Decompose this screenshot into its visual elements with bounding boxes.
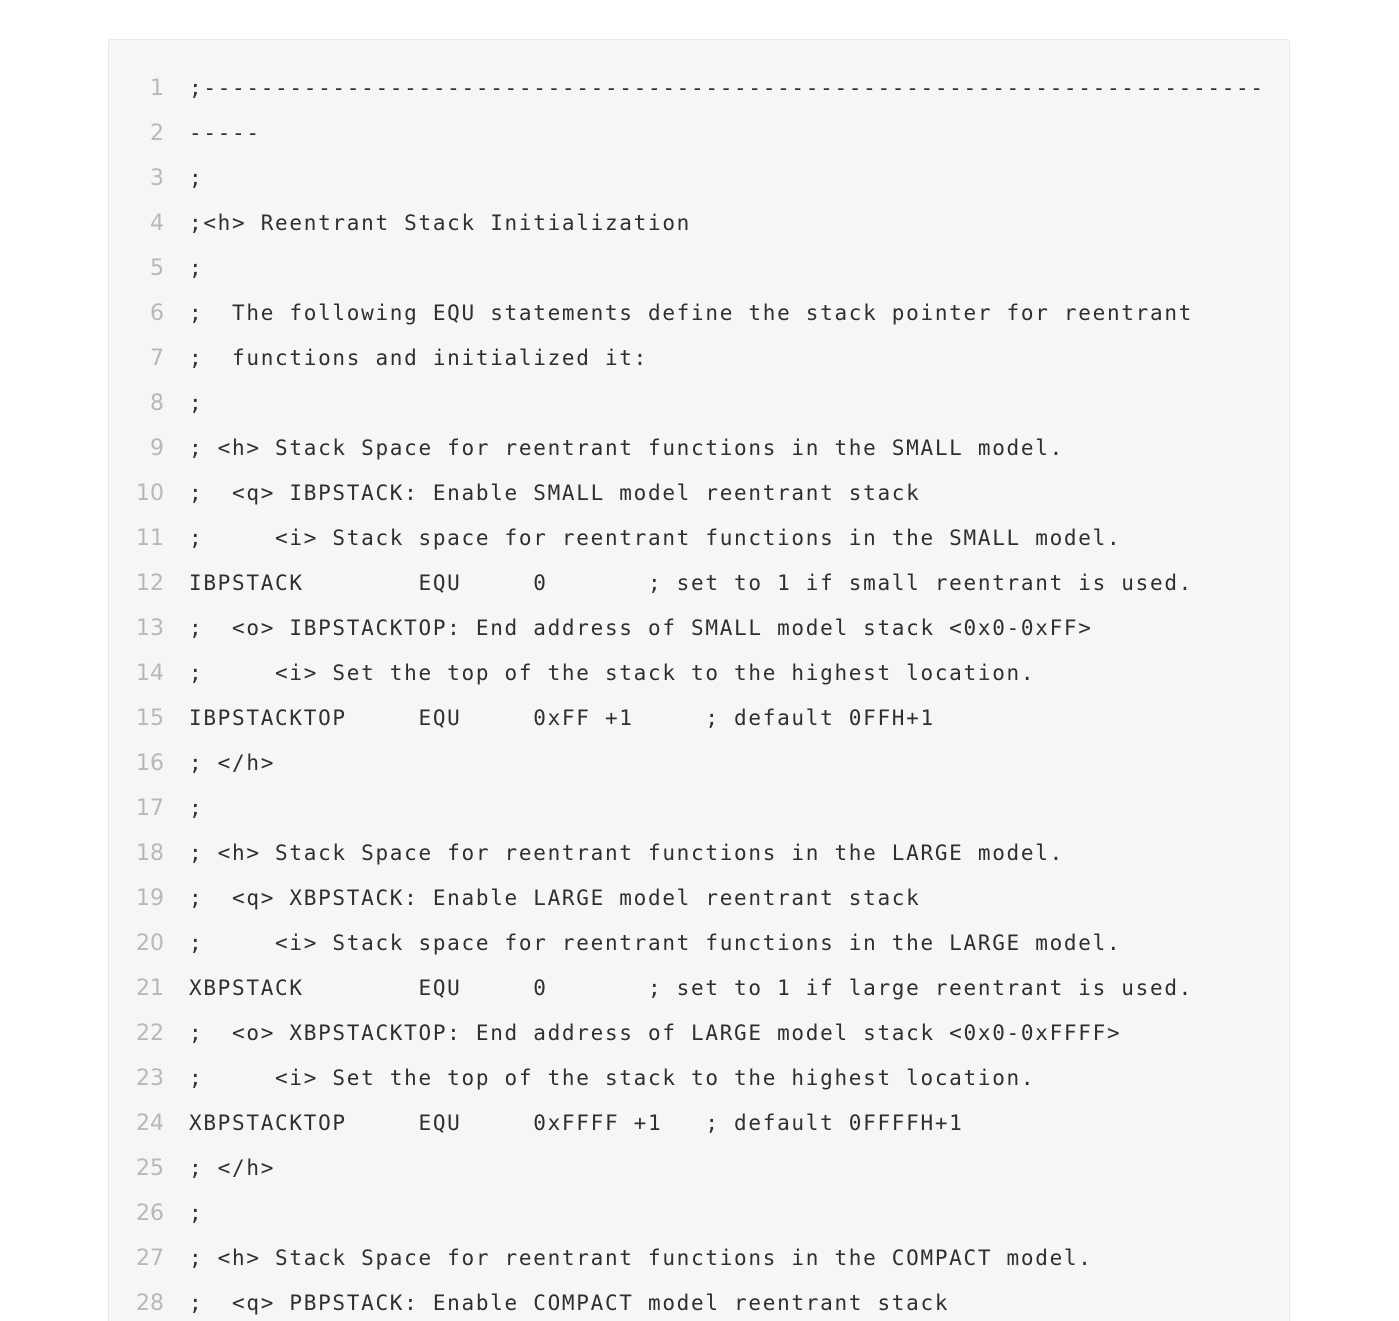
code-line bbox=[109, 1281, 1289, 1321]
code-line bbox=[109, 651, 1289, 696]
line-number: 12 bbox=[136, 571, 164, 596]
code-line bbox=[109, 606, 1289, 651]
code-line bbox=[109, 336, 1289, 381]
code-lines bbox=[109, 66, 1289, 1321]
line-number: 2 bbox=[150, 121, 164, 146]
code-line bbox=[109, 786, 1289, 831]
line-number: 22 bbox=[136, 1021, 164, 1046]
line-number: 3 bbox=[150, 166, 164, 191]
line-text[interactable]: ; <i> Set the top of the stack to the highest location. bbox=[189, 661, 1036, 685]
line-text[interactable]: ; bbox=[189, 796, 204, 820]
line-text[interactable]: IBPSTACKTOP EQU 0xFF +1 ; default 0FFH+1 bbox=[189, 706, 935, 730]
line-number: 16 bbox=[136, 751, 164, 776]
line-number: 18 bbox=[136, 841, 164, 866]
line-number: 23 bbox=[136, 1066, 164, 1091]
line-number: 19 bbox=[136, 886, 164, 911]
line-number: 27 bbox=[136, 1246, 164, 1271]
code-block[interactable] bbox=[108, 39, 1290, 1321]
code-line bbox=[109, 966, 1289, 1011]
code-line bbox=[109, 561, 1289, 606]
line-number: 24 bbox=[136, 1111, 164, 1136]
line-text[interactable]: ; The following EQU statements define the stack pointer for reentrant bbox=[189, 301, 1194, 325]
line-number: 9 bbox=[150, 436, 164, 461]
code-line bbox=[109, 921, 1289, 966]
line-text[interactable]: ; <o> XBPSTACKTOP: End address of LARGE model stack <0x0-0xFFFF> bbox=[189, 1021, 1122, 1045]
line-text[interactable]: ; bbox=[189, 166, 204, 190]
line-text[interactable]: ; <q> PBPSTACK: Enable COMPACT model reentrant stack bbox=[189, 1291, 950, 1315]
code-line bbox=[109, 246, 1289, 291]
line-number: 14 bbox=[136, 661, 164, 686]
code-line bbox=[109, 516, 1289, 561]
code-line bbox=[109, 1056, 1289, 1101]
line-text[interactable]: ; <i> Set the top of the stack to the highest location. bbox=[189, 1066, 1036, 1090]
line-number: 21 bbox=[136, 976, 164, 1001]
line-number: 17 bbox=[136, 796, 164, 821]
line-number: 8 bbox=[150, 391, 164, 416]
code-line bbox=[109, 156, 1289, 201]
code-line bbox=[109, 111, 1289, 156]
line-number: 6 bbox=[150, 301, 164, 326]
line-text[interactable]: ; bbox=[189, 1201, 204, 1225]
line-number: 15 bbox=[136, 706, 164, 731]
code-line bbox=[109, 1236, 1289, 1281]
line-number: 5 bbox=[150, 256, 164, 281]
code-line bbox=[109, 66, 1289, 111]
code-line bbox=[109, 1011, 1289, 1056]
line-text[interactable]: ; <q> XBPSTACK: Enable LARGE model reentrant stack bbox=[189, 886, 921, 910]
code-line bbox=[109, 381, 1289, 426]
line-text[interactable]: ; <q> IBPSTACK: Enable SMALL model reentrant stack bbox=[189, 481, 921, 505]
line-text[interactable]: IBPSTACK EQU 0 ; set to 1 if small reentrant is used. bbox=[189, 571, 1194, 595]
line-text[interactable]: ; <h> Stack Space for reentrant functions in the LARGE model. bbox=[189, 841, 1064, 865]
code-line bbox=[109, 1101, 1289, 1146]
line-text[interactable]: ; </h> bbox=[189, 751, 276, 775]
line-number: 13 bbox=[136, 616, 164, 641]
code-line bbox=[109, 1191, 1289, 1236]
code-line bbox=[109, 471, 1289, 516]
code-line bbox=[109, 696, 1289, 741]
line-number: 1 bbox=[150, 76, 164, 101]
code-line bbox=[109, 291, 1289, 336]
line-text[interactable]: ----- bbox=[189, 121, 261, 145]
line-number: 10 bbox=[136, 481, 164, 506]
line-text[interactable]: XBPSTACK EQU 0 ; set to 1 if large reentrant is used. bbox=[189, 976, 1194, 1000]
line-number: 4 bbox=[150, 211, 164, 236]
line-number: 11 bbox=[136, 526, 164, 551]
line-number: 25 bbox=[136, 1156, 164, 1181]
line-number: 26 bbox=[136, 1201, 164, 1226]
code-line bbox=[109, 831, 1289, 876]
line-number: 20 bbox=[136, 931, 164, 956]
line-text[interactable]: ; </h> bbox=[189, 1156, 276, 1180]
line-text[interactable]: ; <h> Stack Space for reentrant functions in the COMPACT model. bbox=[189, 1246, 1093, 1270]
line-text[interactable]: ;<h> Reentrant Stack Initialization bbox=[189, 211, 692, 235]
line-text[interactable]: ; bbox=[189, 256, 204, 280]
line-number: 7 bbox=[150, 346, 164, 371]
line-text[interactable]: ; <o> IBPSTACKTOP: End address of SMALL model stack <0x0-0xFF> bbox=[189, 616, 1093, 640]
code-line bbox=[109, 741, 1289, 786]
line-text[interactable]: XBPSTACKTOP EQU 0xFFFF +1 ; default 0FFFFH+1 bbox=[189, 1111, 964, 1135]
line-text[interactable]: ;-------------------------------------------------------------------------- bbox=[189, 76, 1265, 100]
code-line bbox=[109, 426, 1289, 471]
line-text[interactable]: ; bbox=[189, 391, 204, 415]
line-number: 28 bbox=[136, 1291, 164, 1316]
line-text[interactable]: ; <h> Stack Space for reentrant functions in the SMALL model. bbox=[189, 436, 1064, 460]
code-line bbox=[109, 1146, 1289, 1191]
line-text[interactable]: ; <i> Stack space for reentrant functions in the LARGE model. bbox=[189, 931, 1122, 955]
line-text[interactable]: ; <i> Stack space for reentrant functions in the SMALL model. bbox=[189, 526, 1122, 550]
code-line bbox=[109, 876, 1289, 921]
line-text[interactable]: ; functions and initialized it: bbox=[189, 346, 648, 370]
code-line bbox=[109, 201, 1289, 246]
